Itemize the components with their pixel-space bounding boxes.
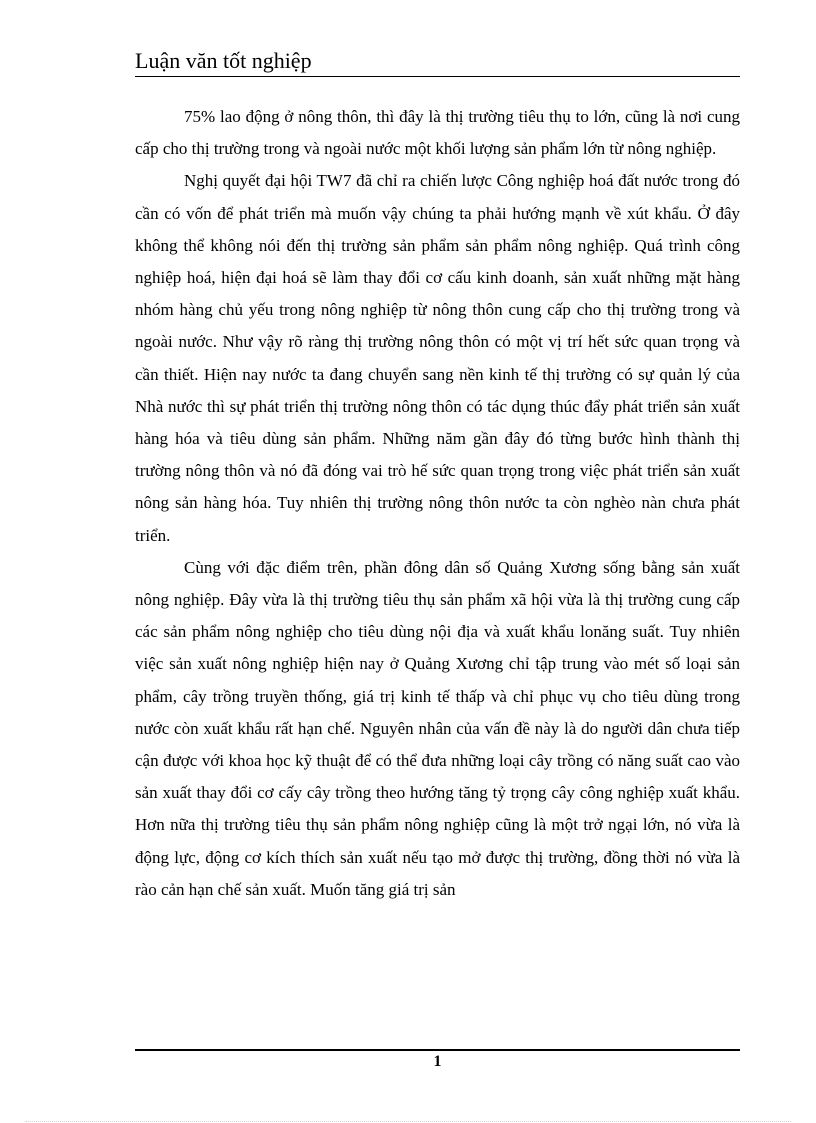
running-header-title: Luận văn tốt nghiệp bbox=[135, 48, 312, 73]
body-text bbox=[135, 101, 740, 906]
page-edge bbox=[25, 1121, 791, 1122]
page-number: 1 bbox=[433, 1053, 442, 1070]
paragraph-2: Nghị quyết đại hội TW7 đã chỉ ra chiến lược Công nghiệp hoá đất nước trong đó cần có vốn để phát triển mà muốn vậy chúng ta phải hướng mạnh về xút khẩu. Ở đây không thể không nói đến thị trường sản phẩm sản phẩm nông nghiệp. Quá trình công nghiệp hoá, hiện đại hoá sẽ làm thay đổi cơ cấu kinh doanh, sản xuất những mặt hàng nhóm hàng chủ yếu trong nông nghiệp từ nông thôn cung cấp cho thị trường trong và ngoài nước. Như vậy rõ ràng thị trường nông thôn có một vị trí hết sức quan trọng và cần thiết. Hiện nay nước ta đang chuyển sang nền kinh tế thị trường có sự quản lý của Nhà nước thì sự phát triển thị trường nông thôn có tác dụng thúc đẩy phát triển sản xuất hàng hóa và tiêu dùng sản phẩm. Những năm gần đây đó từng bước hình thành thị trường nông thôn và nó đã đóng vai trò hế sức quan trọng trong việc phát triển sản xuất nông sản hàng hóa. Tuy nhiên thị trường nông thôn nước ta còn nghèo nàn chưa phát triển. bbox=[135, 171, 740, 545]
paragraph-1: 75% lao động ở nông thôn, thì đây là thị trường tiêu thụ to lớn, cũng là nơi cung cấp cho thị trường trong và ngoài nước một khối lượng sản phẩm lớn từ nông nghiệp. bbox=[135, 107, 740, 159]
footer-rule bbox=[135, 1049, 740, 1051]
header-rule bbox=[135, 76, 740, 77]
paragraph-3: Cùng với đặc điểm trên, phần đông dân số Quảng Xương sống bằng sản xuất nông nghiệp. Đây vừa là thị trường tiêu thụ sản phẩm xã hội vừa là thị trường cung cấp các sản phẩm nông nghiệp cho tiêu dùng nội địa và xuất khẩu lonăng suất. Tuy nhiên việc sản xuất nông nghiệp hiện nay ở Quảng Xương chỉ tập trung vào mét số loại sản phẩm, cây trồng truyền thống, giá trị kinh tế thấp và chỉ phục vụ cho tiêu dùng trong nước còn xuất khẩu rất hạn chế. Nguyên nhân của vấn đề này là do người dân chưa tiếp cận được với khoa học kỹ thuật để có thể đưa những loại cây trồng có năng suất cao vào sản xuất thay đổi cơ cấy cây trồng theo hướng tăng tỷ trọng cây công nghiệp xuất khẩu. Hơn nữa thị trường tiêu thụ sản phẩm nông nghiệp cũng là một trở ngại lớn, nó vừa là động lực, động cơ kích thích sản xuất nếu tạo mở được thị trường, đồng thời nó vừa là rào cản hạn chế sản xuất. Muốn tăng giá trị sản bbox=[135, 557, 740, 899]
